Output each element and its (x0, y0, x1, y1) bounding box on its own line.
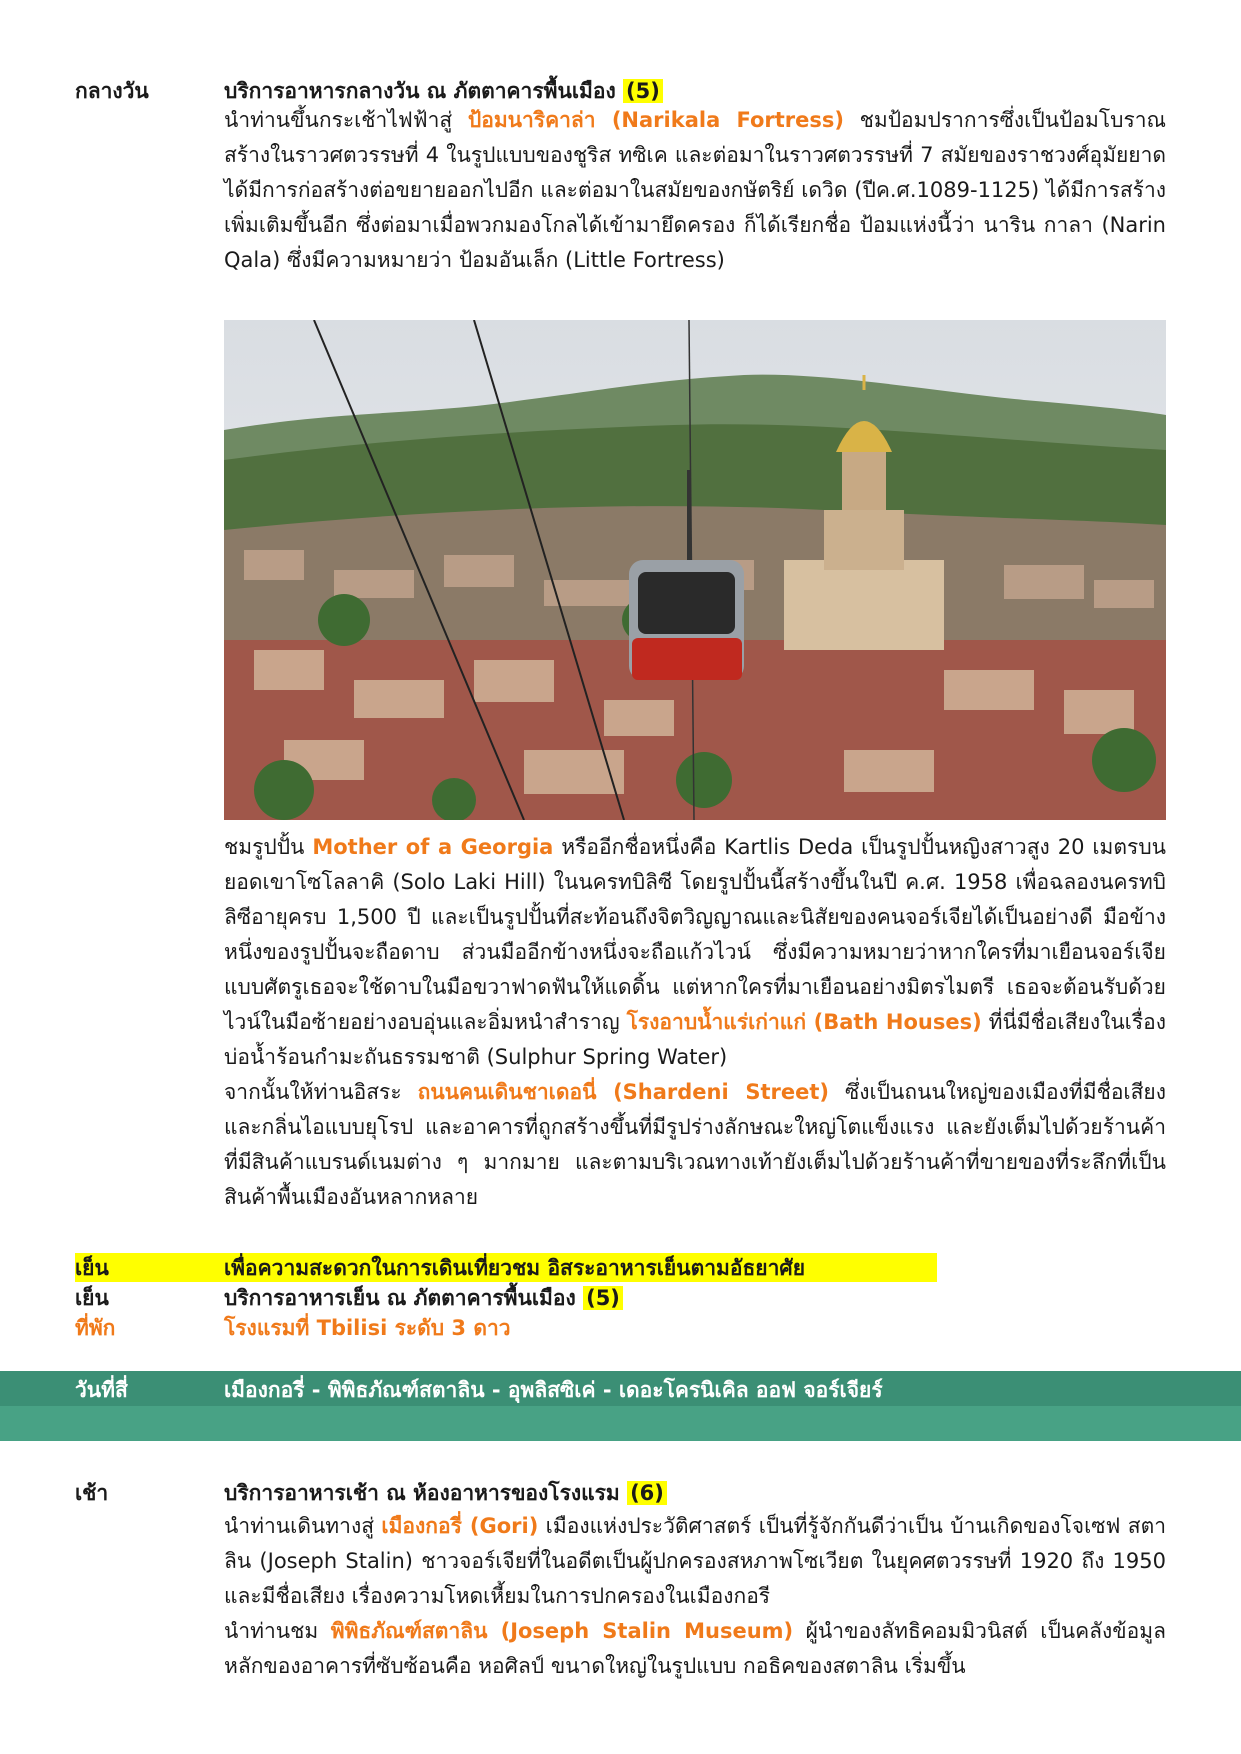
evening-free-label: เย็น (75, 1256, 109, 1280)
evening-free-text: เพื่อความสะดวกในการเดินเที่ยวชม อิสระอาหารเย็นตามอัธยาศัย (224, 1256, 806, 1280)
gori-paragraph (224, 1509, 1166, 1684)
hotel-label: ที่พัก (75, 1316, 116, 1340)
narikala-highlight: ป้อมนาริคาล่า (Narikala Fortress) (467, 108, 844, 132)
text: นำท่านขึ้นกระเช้าไฟฟ้าสู่ (224, 108, 468, 132)
evening-meal-number: (5) (583, 1286, 623, 1310)
evening-label: เย็น (75, 1286, 109, 1310)
narikala-paragraph (224, 103, 1166, 278)
mother-georgia-paragraph (224, 830, 1166, 1215)
tbilisi-cable-car-photo (224, 320, 1166, 820)
lunch-meal-number: (5) (623, 79, 663, 103)
text: ซึ่งเป็นถนนใหญ่ของเมืองที่มีชื่อเสียงและกลิ่นไอแบบยุโรป และอาคารที่ถูกสร้างขึ้นที่มีรูปร่างลักษณะใหญ่โตแข็งแรง และยังเต็มไปด้วยร้านค้าที่มีสินค้าแบรนด์เนมต่าง ๆ มากมาย และตามบริเวณทางเท้ายังเต็มไปด้วยร้านค้าที่ขายของที่ระลึกที่เป็นสินค้าพื้นเมืองอันหลากหลาย (224, 1080, 1166, 1209)
morning-meal-number: (6) (627, 1481, 667, 1505)
stalin-museum-highlight: พิพิธภัณฑ์สตาลิน (Joseph Stalin Museum) (330, 1619, 794, 1643)
lunch-heading (224, 76, 663, 106)
day4-band-bottom (0, 1406, 1241, 1441)
text: ชมรูปปั้น (224, 835, 313, 859)
lunch-heading-text: บริการอาหารกลางวัน ณ ภัตตาคารพื้นเมือง (224, 79, 616, 103)
lunch-label: กลางวัน (75, 79, 149, 103)
day4-title: เมืองกอรี่ - พิพิธภัณฑ์สตาลิน - อุพลิสซิเค่ - เดอะโครนิเคิล ออฟ จอร์เจียร์ (224, 1378, 883, 1402)
bath-houses-highlight: โรงอาบน้ำแร่เก่าแก่ (Bath Houses) (626, 1010, 982, 1034)
text: นำท่านเดินทางสู่ (224, 1514, 382, 1538)
morning-heading (224, 1478, 667, 1508)
text: ที่นี่มีชื่อเสียงในเรื่องบ่อน้ำร้อนกำมะถันธรรมชาติ (Sulphur Spring Water) (224, 1010, 1167, 1069)
day4-band (0, 1371, 1241, 1441)
text: เมืองแห่งประวัติศาสตร์ เป็นที่รู้จักกันดีว่าเป็น บ้านเกิดของโจเซฟ สตาลิน (Joseph Stalin) ชาวจอร์เจียที่ในอดีตเป็นผู้ปกครองสหภาพโซเวียต ในยุคศตวรรษที่ 1920 ถึง 1950 และมีชื่อเสียง เรื่องความโหดเหี้ยมในการปกครองในเมืองกอรี (224, 1514, 1166, 1608)
evening-heading (224, 1283, 623, 1313)
mother-georgia-highlight: Mother of a Georgia (312, 835, 554, 859)
morning-label: เช้า (75, 1481, 109, 1505)
text: จากนั้นให้ท่านอิสระ (224, 1080, 418, 1104)
text: หรืออีกชื่อหนึ่งคือ Kartlis Deda เป็นรูปปั้นหญิงสาวสูง 20 เมตรบนยอดเขาโซโลลาคิ (Solo Laki Hill) ในนครทบิลิซี โดยรูปปั้นนี้สร้างขึ้นในปี ค.ศ. 1958 เพื่อฉลองนครทบิลิซีอายุครบ 1,500 ปี และเป็นรูปปั้นที่สะท้อนถึงจิตวิญญาณและนิสัยของคนจอร์เจียได้เป็นอย่างดี มือข้างหนึ่งของรูปปั้นจะถือดาบ ส่วนมืออีกข้างหนึ่งจะถือแก้วไวน์ ซึ่งมีความหมายว่าหากใครที่มาเยือนจอร์เจียแบบศัตรูเธอจะใช้ดาบในมือขวาฟาดฟันให้แดดิ้น แต่หากใครที่มาเยือนอย่างมิตรไมตรี เธอจะต้อนรับด้วยไวน์ในมือซ้ายอย่างอบอุ่นและอิ่มหนำสำราญ (224, 835, 1166, 1034)
day4-label: วันที่สี่ (75, 1378, 128, 1402)
evening-heading-text: บริการอาหารเย็น ณ ภัตตาคารพื้นเมือง (224, 1286, 576, 1310)
gori-highlight: เมืองกอรี่ (Gori) (381, 1514, 539, 1538)
hotel-text: โรงแรมที่ Tbilisi ระดับ 3 ดาว (224, 1316, 511, 1340)
shardeni-highlight: ถนนคนเดินชาเดอนี่ (Shardeni Street) (417, 1080, 829, 1104)
morning-heading-text: บริการอาหารเช้า ณ ห้องอาหารของโรงแรม (224, 1481, 620, 1505)
text: ชมป้อมปราการซึ่งเป็นป้อมโบราณ สร้างในราวศตวรรษที่ 4 ในรูปแบบของชูริส ทซิเค และต่อมาในราวศตวรรษที่ 7 สมัยของราชวงศ์อุมัยยาดได้มีการก่อสร้างต่อขยายออกไปอีก และต่อมาในสมัยของกษัตริย์ เดวิด (ปีค.ศ.1089-1125) ได้มีการสร้างเพิ่มเติมขึ้นอีก ซึ่งต่อมาเมื่อพวกมองโกลได้เข้ามายึดครอง ก็ได้เรียกชื่อ ป้อมแห่งนี้ว่า นาริน กาลา (Narin Qala) ซึ่งมีความหมายว่า ป้อมอันเล็ก (Little Fortress) (224, 108, 1166, 272)
text: นำท่านชม (224, 1619, 331, 1643)
text: ผู้นำของลัทธิคอมมิวนิสต์ เป็นคลังข้อมูลหลักของอาคารที่ซับซ้อนคือ หอศิลป์ ขนาดใหญ่ในรูปแบบ กอธิคของสตาลิน เริ่มขึ้น (224, 1619, 1166, 1678)
